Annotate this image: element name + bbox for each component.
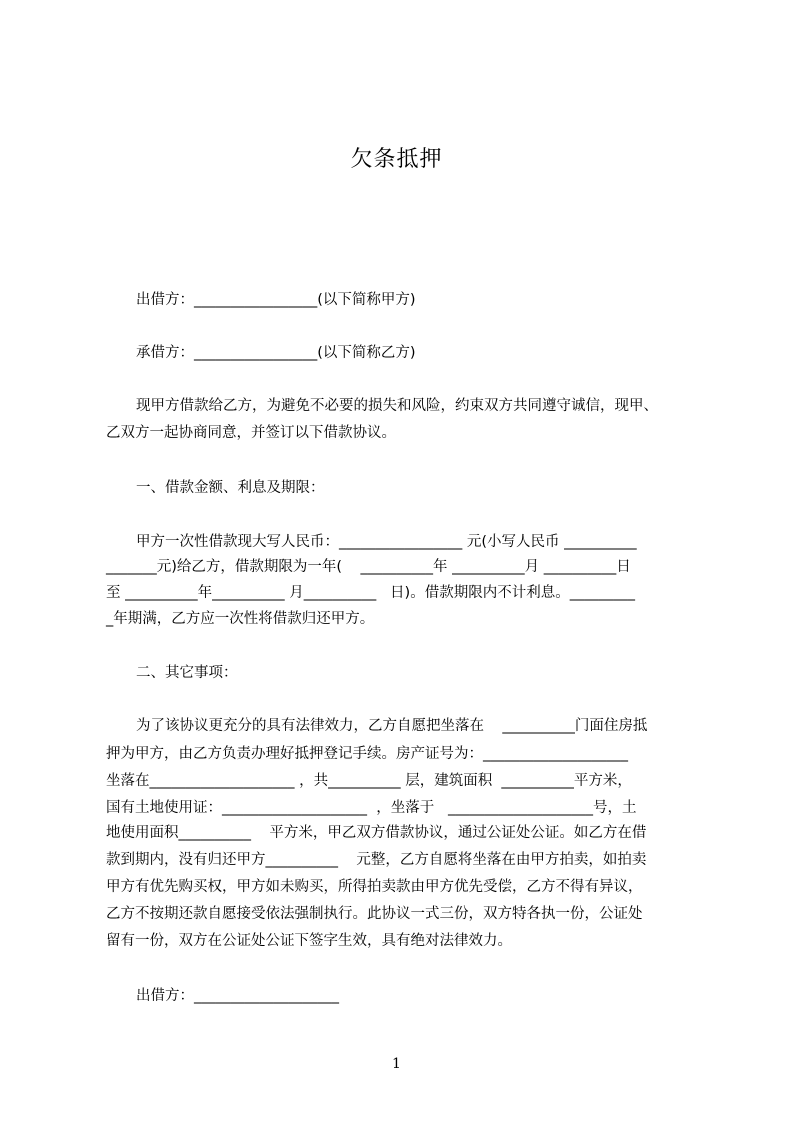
intro-line: 现甲方借款给乙方，为避免不必要的损失和风险，约束双方共同遵守诚信，现甲、 [136,398,658,414]
section2-line: 乙方不按期还款自愿接受依法强制执行。此协议一式三份，双方特各执一份，公证处 [106,906,643,922]
section2-line: 留有一份，双方在公证处公证下签字生效，具有绝对法律效力。 [106,933,512,949]
page-number: 1 [392,1056,401,1072]
section2-line: 国有土地使用证：____________________ ，坐落于 ____________________号，土 [106,800,637,816]
lender-line: 出借方：_________________(以下简称甲方) [136,292,416,308]
signature-line: 出借方：____________________ [136,988,339,1004]
section2-line: 押为甲方，由乙方负责办理好抵押登记手续。房产证号为：____________________ [106,746,628,762]
section2-line: 款到期内，没有归还甲方__________ 元整，乙方自愿将坐落在由甲方拍卖，如拍卖 [106,852,647,868]
section2-line: 为了该协议更充分的具有法律效力，乙方自愿把坐落在 __________门面住房抵 [136,718,648,734]
section2-line: 甲方有优先购买权，甲方如未购买，所得拍卖款由甲方优先受偿，乙方不得有异议， [106,879,643,895]
intro-line: 乙双方一起协商同意，并签订以下借款协议。 [106,425,396,441]
section2-line: 地使用面积__________ 平方米，甲乙双方借款协议，通过公证处公证。如乙方在借 [106,825,647,841]
section1-line: 至 __________年__________ 月__________ 日)。借款期限内不计利息。_________ [106,585,635,601]
section2-line: 坐落在____________________ ，共__________ 层，建筑面积 __________平方米， [106,773,632,789]
section-heading: 二、其它事项： [136,665,238,681]
section-heading: 一、借款金额、利息及期限： [136,480,325,496]
section1-line: 甲方一次性借款现大写人民币：_________________ 元(小写人民币 __________ [136,534,637,550]
section1-line: _年期满，乙方应一次性将借款归还甲方。 [106,611,375,627]
borrower-line: 承借方：_________________(以下简称乙方) [136,345,416,361]
section1-line: _______元)给乙方，借款期限为一年( __________年 __________月 __________日 [106,559,631,575]
document-title: 欠条抵押 [350,147,443,172]
